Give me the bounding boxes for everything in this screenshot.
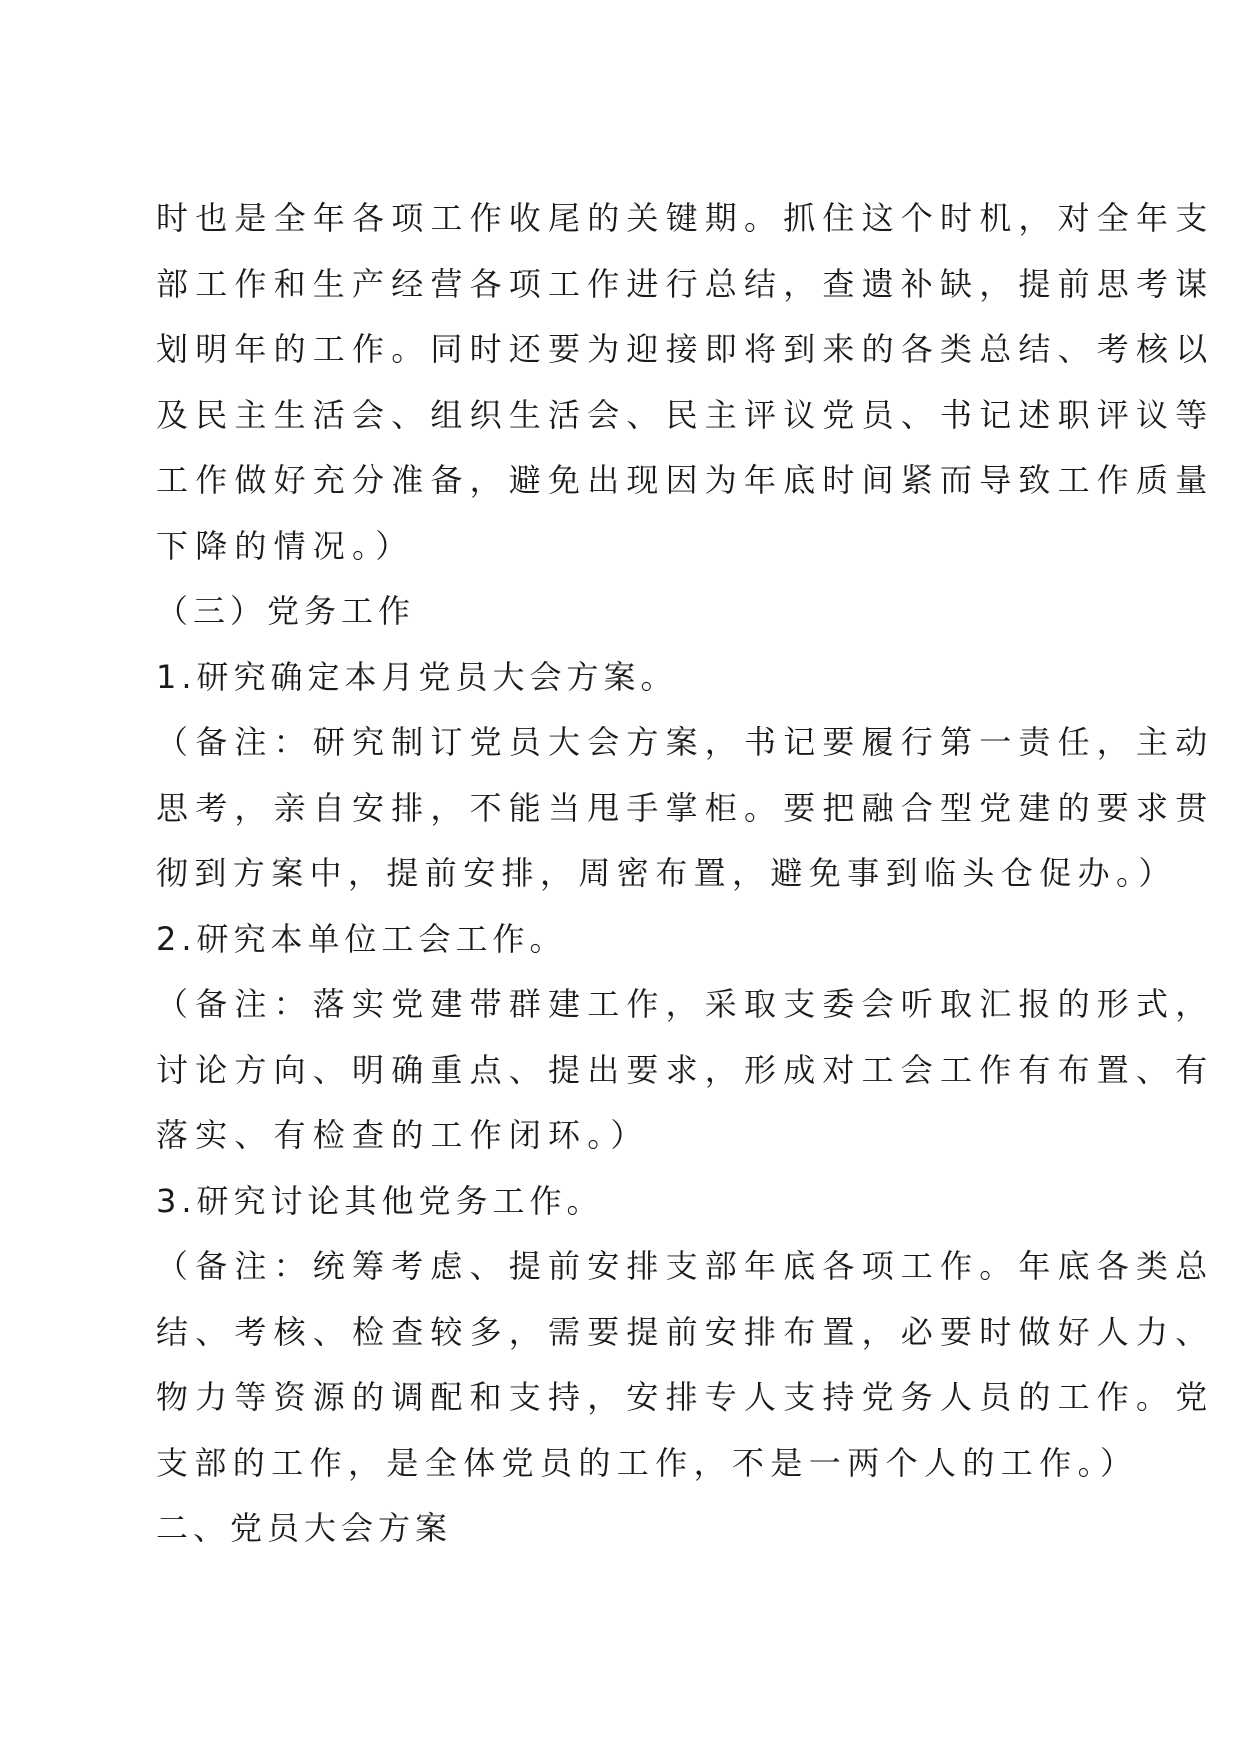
note-line: （备注：统筹考虑、提前安排支部年底各项工作。年底各类总 bbox=[156, 1247, 1215, 1285]
document-body bbox=[156, 186, 1215, 1562]
numbered-item: 2.研究本单位工会工作。 bbox=[156, 919, 567, 958]
note-line: （备注：研究制订党员大会方案，书记要履行第一责任，主动 bbox=[156, 723, 1215, 761]
paragraph-line: 及民主生活会、组织生活会、民主评议党员、书记述职评议等 bbox=[156, 395, 1215, 434]
paragraph-line: 下降的情况。） bbox=[156, 526, 415, 565]
paragraph-line: 工作做好充分准备，避免出现因为年底时间紧而导致工作质量 bbox=[156, 461, 1215, 499]
note-line: 结、考核、检查较多，需要提前安排布置，必要时做好人力、 bbox=[156, 1312, 1215, 1351]
numbered-item: 3.研究讨论其他党务工作。 bbox=[156, 1181, 604, 1220]
paragraph-line: 时也是全年各项工作收尾的关键期。抓住这个时机，对全年支 bbox=[156, 199, 1215, 237]
numbered-item: 1.研究确定本月党员大会方案。 bbox=[156, 657, 678, 696]
note-line: 落实、有检查的工作闭环。） bbox=[156, 1116, 650, 1154]
paragraph-line: 划明年的工作。同时还要为迎接即将到来的各类总结、考核以 bbox=[156, 330, 1215, 368]
note-line: （备注：落实党建带群建工作，采取支委会听取汇报的形式， bbox=[156, 985, 1215, 1023]
note-line: 物力等资源的调配和支持，安排专人支持党务人员的工作。党 bbox=[156, 1378, 1215, 1416]
note-line: 讨论方向、明确重点、提出要求，形成对工会工作有布置、有 bbox=[156, 1050, 1215, 1089]
paragraph-line: 部工作和生产经营各项工作进行总结，查遗补缺，提前思考谋 bbox=[156, 264, 1215, 303]
section-heading: 二、党员大会方案 bbox=[156, 1509, 453, 1547]
section-heading: （三）党务工作 bbox=[156, 592, 416, 630]
note-line: 思考，亲自安排，不能当甩手掌柜。要把融合型党建的要求贯 bbox=[156, 788, 1215, 827]
note-line: 彻到方案中，提前安排，周密布置，避免事到临头仓促办。） bbox=[156, 854, 1177, 892]
note-line: 支部的工作，是全体党员的工作，不是一两个人的工作。） bbox=[156, 1443, 1139, 1482]
